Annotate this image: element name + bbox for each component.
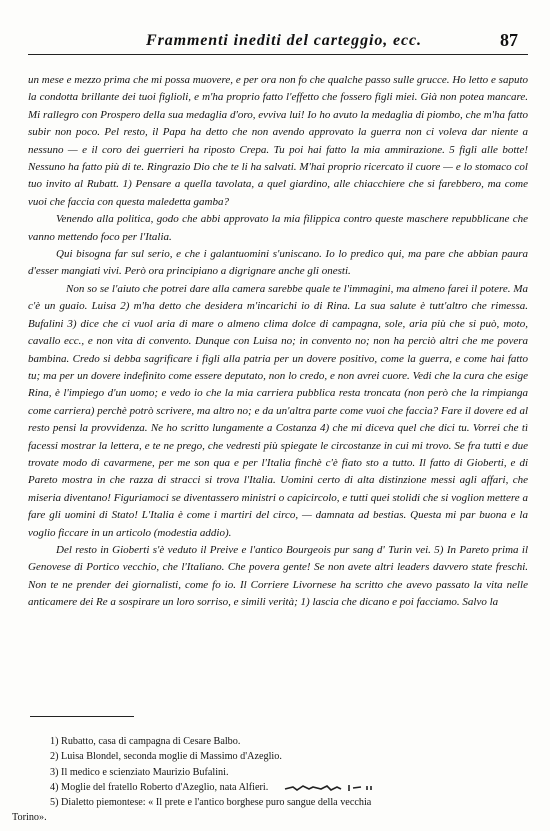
- footnote: [50, 795, 540, 810]
- footnotes: [12, 734, 540, 826]
- page-header: [28, 32, 528, 55]
- footnote-text: Luisa Blondel, seconda moglie di Massimo d'Azeglio.: [61, 751, 282, 763]
- paragraph: Venendo alla politica, godo che abbi approvato la mia filippica contro queste maschere repubblicane che vanno mettendo foco per l'Italia.: [28, 213, 528, 243]
- page-number: 87: [500, 30, 518, 50]
- footnote-text: Torino».: [12, 812, 47, 824]
- footnote-continuation: [12, 810, 540, 825]
- footnote: [50, 765, 540, 780]
- footnote-number: 3): [50, 766, 59, 778]
- paragraph: Qui bisogna far sul serio, e che i galantuomini s'uniscano. Io lo predico qui, ma pare che abbian paura d'esser mangiati vivi. Però ora principiano a digrignare anche gli onesti.: [28, 248, 528, 278]
- footnote-number: 1): [50, 736, 59, 747]
- footnote-separator: [30, 716, 134, 717]
- footnote: [50, 734, 540, 749]
- paragraph: Non so se l'aiuto che potrei dare alla camera sarebbe quale te l'immagini, ma almeno farei il potere. Ma c'è un guaio. Luisa 2) m'ha detto che desidera m'incarichi io di Rina. La sua salute è tutt'altro che rimessa. Bufalini 3) dice che ci vuol aria di mare o almeno clima dolce di campagna, sole, aria più che si può, moto, cavallo ecc., e non vita di convento. Dunque con Luisa no; in convento no; non ha perciò altri che me povera bambina. Credo si debba sagrificare i figli alla patria per un dovere positivo, come la guerra, e come hai fatto tu; ma per un dovere indefinito come essere deputato, non lo credo, e non avrei cuore. Vedi che la cura che esige Rina, è l'impiego d'un uomo; e vedo io che la mia carriera pubblica resta troncata (non però che la rimpianga come carriera) perchè potrò scrivere, ma altro no; e da un'altra parte come vuoi che faccia? Fare il dovere ed al resto pensi la provvidenza. Ne ho scritto lungamente a Costanza 4) che mi diceva quel che dici tu. Vorrei che tì facessi mostrar la lettera, e te ne prego, che vedresti più spiegate le circostanze in cui mi trovo. Se fra tutti e due trovate modo di cavarmene, per me son qua e per l'Italia finchè c'è fiato sto a tutto. Il fatto di Gioberti, e di Pareto mostra in che razza di stracci si trova l'Italia. Uomini certo di alta distinzione messi agli affari, che miseria diventano! Figuriamoci se diventassero ministri o capicircolo, e tutti quei stolidi che si voglion mettere a fare gli uomini di Stato! L'Italia è come i martiri del circo, — damnata ad bestias. Questa mi par buona e la voglio ficcare in un articolo (modestia addio).: [28, 282, 528, 539]
- footnote: [50, 749, 540, 764]
- running-title: Frammenti inediti del carteggio, ecc.: [146, 32, 422, 49]
- footnote-text: Dialetto piemontese: « Il prete e l'antico borghese puro sangue della vecchia: [61, 797, 372, 809]
- footnote-number: 4): [50, 781, 59, 793]
- footnote-text: Moglie del fratello Roberto d'Azeglio, nata Alfieri.: [61, 781, 269, 793]
- paragraph: un mese e mezzo prima che mi possa muovere, e per ora non fo che qualche passo sulle grucce. Ho letto e saputo la condotta brillante dei tuoi figlioli, e m'ha proprio fatto l'effetto che fossero figli miei. Già non potea mancare. Mi rallegro con Prospero della sua medaglia d'oro, evviva lui! Io ho avuto la medaglia di piombo, che m'ha fatto subir non poco. Pel resto, il Papa ha detto che non avendo approvato la guerra non ci voleva dar niente a nessuno — e il coro dei guerrieri ha riposto Crepa. Tu poi hai fatto la mia ammirazione. 5 figli alle botte! Nessuno ha fatto più di te. Ringrazio Dio che te li ha salvati. M'hai proprio ricercato il cuore — e lo stomaco col tuo invito al Rubatt. 1) Pensare a quella tavolata, a quel giardino, alle chiacchiere che si farebbero, ma come vuoi che faccia con questa maledetta gamba?: [28, 74, 528, 208]
- footnote: [50, 780, 540, 795]
- footnote-text: Rubatto, casa di campagna di Cesare Balbo.: [61, 736, 241, 747]
- footnote-number: 5): [50, 797, 59, 809]
- handwritten-mark: [283, 783, 375, 793]
- footnote-number: 2): [50, 751, 59, 763]
- paragraph: Del resto in Gioberti s'è veduto il Preive e l'antico Bourgeois pur sang d' Turin vei. 5) In Pareto prima il Genovese di Portico vecchio, che l'Italiano. Che povera gente! Se non avete altri leaders davvero state freschi. Non te ne prender dei giornalisti, come fo io. Il Corriere Livornese ha scritto che avevo passato la vita nelle anticamere dei Re a sospirare un loro sorriso, e simili verità; 1) lascia che dicano e poi facciamo. Salvo la: [28, 543, 528, 609]
- footnote-text: Il medico e scienziato Maurizio Bufalini.: [61, 766, 229, 778]
- letter-body: [28, 72, 528, 612]
